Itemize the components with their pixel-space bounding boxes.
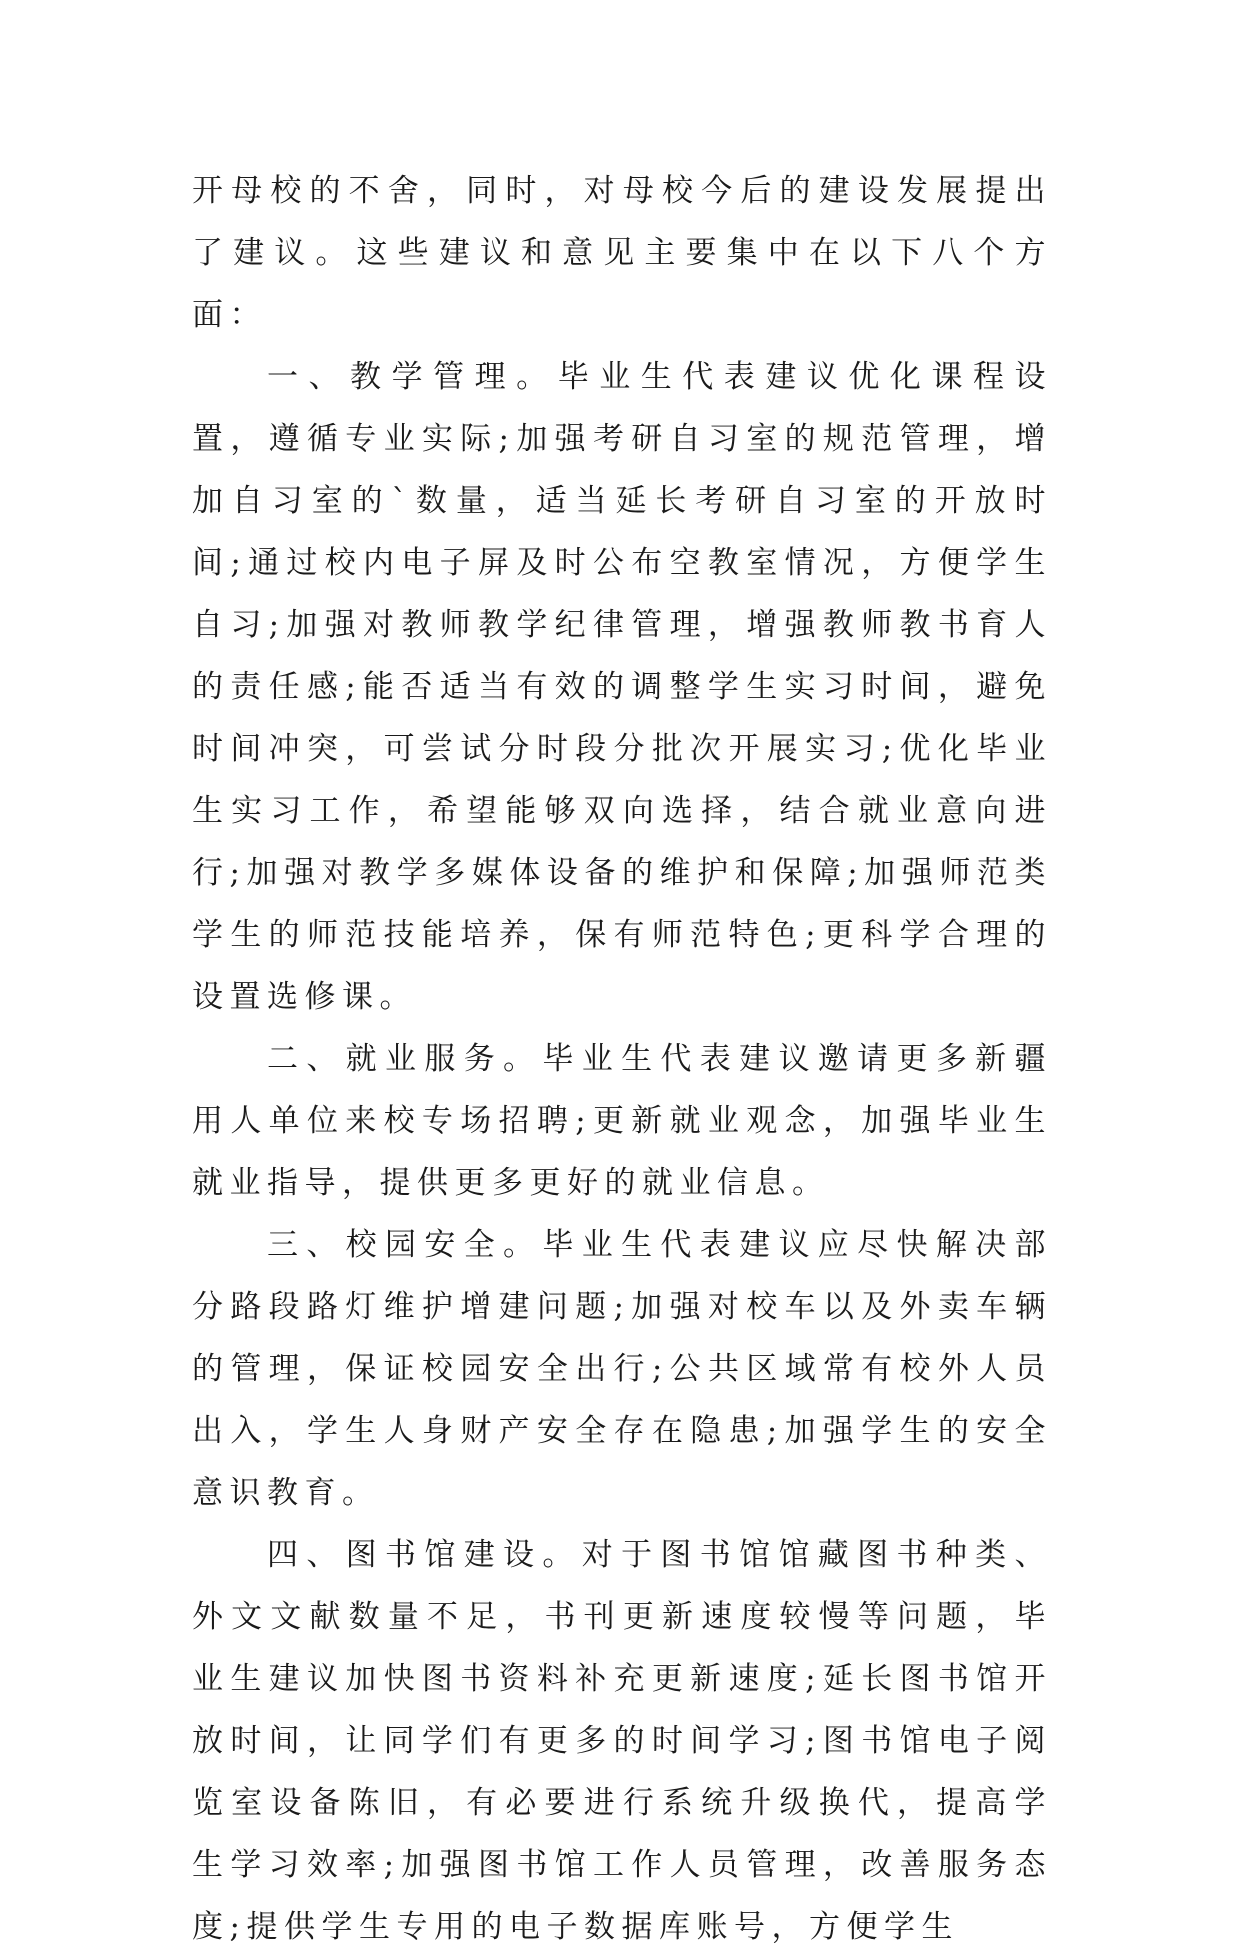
paragraph-intro: 开母校的不舍，同时，对母校今后的建设发展提出了建议。这些建议和意见主要集中在以下八个方面： — [192, 173, 1052, 333]
paragraph-employment-service: 二、就业服务。毕业生代表建议邀请更多新疆用人单位来校专场招聘;更新就业观念，加强毕业生就业指导，提供更多更好的就业信息。 — [192, 1041, 1052, 1201]
paragraph-campus-safety: 三、校园安全。毕业生代表建议应尽快解决部分路段路灯维护增建问题;加强对校车以及外卖车辆的管理，保证校园安全出行;公共区域常有校外人员出入，学生人身财产安全存在隐患;加强学生的安全意识教育。 — [192, 1227, 1052, 1511]
paragraph-library-construction: 四、图书馆建设。对于图书馆馆藏图书种类、外文文献数量不足，书刊更新速度较慢等问题，毕业生建议加快图书资料补充更新速度;延长图书馆开放时间，让同学们有更多的时间学习;图书馆电子阅览室设备陈旧，有必要进行系统升级换代，提高学生学习效率;加强图书馆工作人员管理，改善服务态度;提供学生专用的电子数据库账号，方便学生 — [192, 1537, 1052, 1945]
document-body — [192, 160, 1052, 1958]
paragraph-teaching-management: 一、教学管理。毕业生代表建议优化课程设置，遵循专业实际;加强考研自习室的规范管理，增加自习室的`数量，适当延长考研自习室的开放时间;通过校内电子屏及时公布空教室情况，方便学生自习;加强对教师教学纪律管理，增强教师教书育人的责任感;能否适当有效的调整学生实习时间，避免时间冲突，可尝试分时段分批次开展实习;优化毕业生实习工作，希望能够双向选择，结合就业意向进行;加强对教学多媒体设备的维护和保障;加强师范类学生的师范技能培养，保有师范特色;更科学合理的设置选修课。 — [192, 359, 1052, 1015]
